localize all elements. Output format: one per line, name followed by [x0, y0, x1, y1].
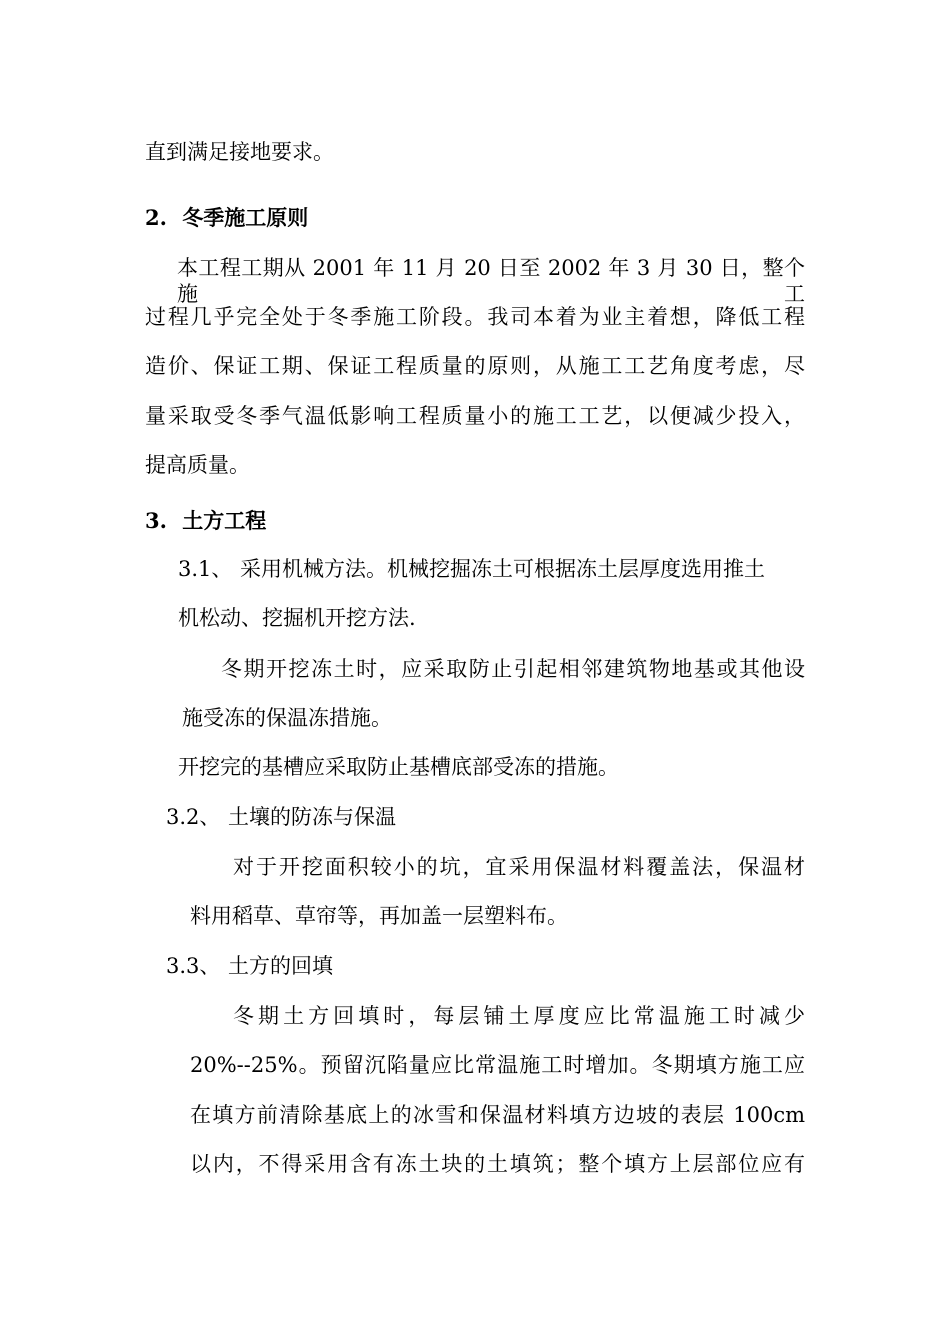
paragraph-line: 开挖完的基槽应采取防止基槽底部受冻的措施。 [178, 755, 619, 779]
paragraph-line: 提高质量。 [145, 453, 250, 477]
paragraph-line: 机松动、挖掘机开挖方法. [178, 606, 416, 630]
subsection-3-1 [178, 556, 805, 582]
paragraph-line: 造价、保证工期、保证工程质量的原则，从施工工艺角度考虑，尽 [145, 354, 805, 378]
subsection-number: 3.2、 [166, 805, 221, 829]
paragraph-line: 过程几乎完全处于冬季施工阶段。我司本着为业主着想，降低工程 [145, 305, 805, 329]
section-heading-2 [145, 205, 308, 231]
paragraph-line: 20%--25%。预留沉陷量应比常温施工时增加。冬期填方施工应 [190, 1053, 805, 1077]
paragraph-line: 冬期开挖冻土时，应采取防止引起相邻建筑物地基或其他设 [221, 657, 805, 681]
subsection-number: 3.1、 [178, 557, 233, 581]
paragraph-line: 以内，不得采用含有冻土块的土填筑；整个填方上层部位应有 [190, 1152, 805, 1176]
paragraph-line: 在填方前清除基底上的冰雪和保温材料填方边坡的表层 100cm [190, 1103, 805, 1127]
paragraph-line: 冬期土方回填时，每层铺土厚度应比常温施工时减少 [233, 1004, 805, 1028]
heading-number: 3. [145, 508, 167, 533]
subsection-number: 3.3、 [166, 954, 221, 978]
heading-number: 2. [145, 205, 167, 230]
heading-text: 冬季施工原则 [182, 205, 309, 230]
paragraph-line: 直到满足接地要求。 [145, 140, 334, 164]
subsection-3-3 [166, 953, 333, 979]
paragraph-line: 施受冻的保温冻措施。 [182, 706, 392, 730]
heading-text: 土方工程 [182, 508, 267, 533]
section-heading-3 [145, 508, 266, 534]
subsection-text: 土壤的防冻与保温 [228, 805, 396, 829]
paragraph-line: 本工程工期从 2001 年 11 月 20 日至 2002 年 3 月 30 日，整个施工 [177, 256, 805, 306]
paragraph-line: 量采取受冬季气温低影响工程质量小的施工工艺，以便减少投入， [145, 404, 805, 428]
subsection-3-2 [166, 804, 396, 830]
paragraph-line: 对于开挖面积较小的坑，宜采用保温材料覆盖法，保温材 [233, 855, 805, 879]
subsection-text: 土方的回填 [228, 954, 333, 978]
paragraph-line: 料用稻草、草帘等，再加盖一层塑料布。 [190, 904, 568, 928]
subsection-text: 采用机械方法。机械挖掘冻土可根据冻土层厚度选用推土 [240, 557, 765, 581]
